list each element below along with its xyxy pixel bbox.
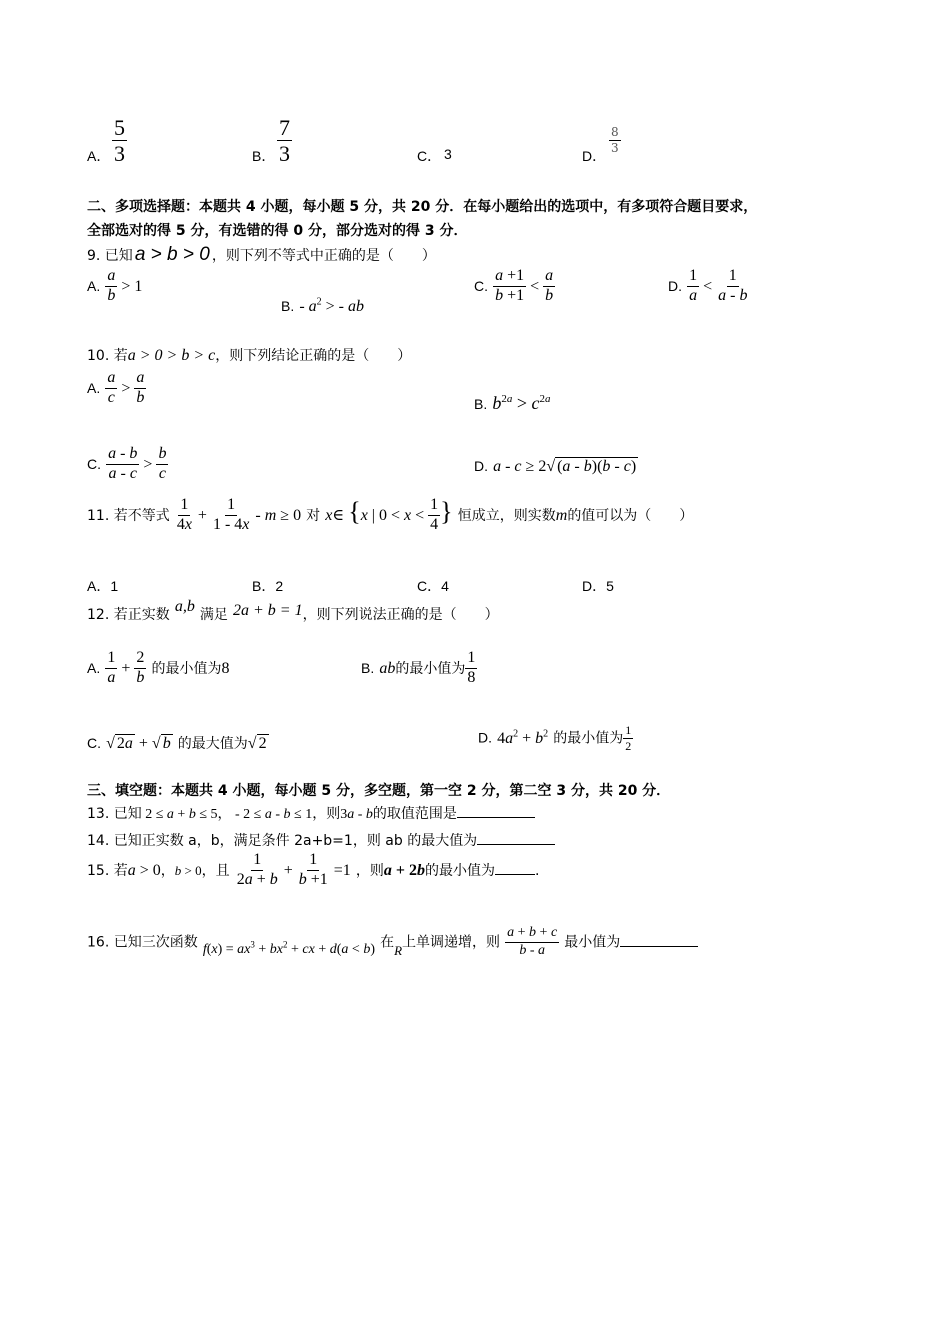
q13-prefix: 13. 已知 xyxy=(87,806,142,822)
q10-b-label: B. xyxy=(474,396,488,412)
q13-stem: 13. 已知 2 ≤ a + b ≤ 5， - 2 ≤ a - b ≤ 1，则3a - b的取值范围是 xyxy=(87,803,535,823)
q12-d-label: D. xyxy=(478,729,492,746)
q11-c-label: C． xyxy=(417,578,442,594)
q11-option-a xyxy=(87,576,118,596)
q12-option-d: D. $4a^2 + b^2$ 的最小值为 $\frac{1}{2}$ xyxy=(478,723,632,753)
q8-a-denominator: 3 xyxy=(114,141,125,167)
q10-c-label: C. xyxy=(87,455,101,472)
q8-option-c-value: 3 xyxy=(444,146,452,162)
q13-sep: ， xyxy=(217,806,232,822)
q11-b-value: 2 xyxy=(275,578,284,594)
q10-suffix: ，则下列结论正确的是（ ） xyxy=(215,348,412,364)
q12-suffix: ，则下列说法正确的是（ ） xyxy=(302,607,499,623)
q9-option-c: C. $\frac{a +1}{b +1}$ < $\frac{a}{b}$ xyxy=(474,267,554,304)
q16-middle: 在 xyxy=(380,934,395,951)
q12-a-text: 的最小值为 xyxy=(151,660,222,677)
q12-condition: 2a + b = 1 xyxy=(233,602,303,619)
q12-stem xyxy=(87,598,499,624)
q11-d-label: D． xyxy=(582,578,607,594)
q12-b-expr: ab xyxy=(379,659,396,677)
q11-d-value: 5 xyxy=(606,578,614,594)
q8-option-d-label: D． xyxy=(582,148,607,164)
q9-b-label: B. xyxy=(281,298,295,314)
q11-c-value: 4 xyxy=(441,578,449,594)
q9-stem xyxy=(87,244,436,266)
q10-option-a: A. $\frac{a}{c}$ > $\frac{a}{b}$ xyxy=(87,369,145,406)
q10-option-d: D. a - c ≥ 2√ (a - b)(b - c) xyxy=(474,458,637,475)
q9-condition: a > b > 0 xyxy=(134,244,210,265)
q8-option-a-fraction xyxy=(112,116,127,165)
q10-stem xyxy=(87,345,411,365)
q15-sep: ， xyxy=(160,862,175,879)
q15-answer-blank[interactable] xyxy=(495,874,535,875)
q15-end: . xyxy=(535,862,540,879)
q8-option-b-fraction xyxy=(277,116,292,165)
q8-b-denominator: 3 xyxy=(279,141,290,167)
q9-option-a: A. $\frac{a}{b}$ > 1 xyxy=(87,267,143,304)
q8-b-numerator: 7 xyxy=(279,115,290,140)
q11-stem: 11. 若不等式 $\frac{1}{4x}$ + $\frac{1}{1 - 4x}$ - m ≥ 0 对 x∈ {x | 0 < x < $\frac{1}{4}$ } 恒成立，则实数m的值可以为（ ） xyxy=(87,496,694,533)
q12-d-text: 的最小值为 xyxy=(553,730,624,747)
q9-suffix: ，则下列不等式中正确的是（ ） xyxy=(211,248,436,264)
q15-prefix: 15. 若 xyxy=(87,862,128,879)
q12-option-a: A. $\frac{1}{a}$ + $\frac{2}{b}$ 的最小值为8 xyxy=(87,649,230,686)
q12-prefix: 12. 若正实数 xyxy=(87,607,170,623)
q9-d-label: D. xyxy=(668,277,682,294)
q15-stem: 15. 若a > 0，b > 0，且 $\frac{1}{2a + b}$ + $\frac{1}{b +1}$ =1 ，则a + 2b的最小值为 . xyxy=(87,851,540,888)
q15-suffix: 的最小值为 xyxy=(425,862,496,879)
q11-b-label: B． xyxy=(252,578,276,594)
q8-option-a-label: A． xyxy=(87,148,111,164)
q12-c-text: 的最大值为 xyxy=(177,736,248,752)
q8-option-c-label: C． xyxy=(417,148,442,164)
q10-a-label: A. xyxy=(87,379,101,396)
q12-b-text: 的最小值为 xyxy=(395,660,466,677)
q11-suffix: 恒成立，则实数 xyxy=(457,508,556,524)
q11-option-b xyxy=(252,576,283,596)
q12-c-label: C. xyxy=(87,735,101,751)
q12-vars: a,b xyxy=(174,598,195,615)
q12-b-label: B. xyxy=(361,659,375,676)
q10-condition: a > 0 > b > c xyxy=(127,347,216,364)
q8-option-b-label: B． xyxy=(252,148,276,164)
q10-option-b: B. $b^{2a} > c^{2a}$ xyxy=(474,393,551,413)
q14-answer-blank[interactable] xyxy=(477,844,555,845)
q11-middle: 对 xyxy=(306,508,321,524)
q12-option-c: C. √ 2a + √ b 的最大值为√ 2 xyxy=(87,735,267,752)
q11-var: m xyxy=(555,507,568,524)
q16-stem: 16. 已知三次函数 $f(x) = ax^3 + bx^2$ + cx + d(a < b) 在$_R$上单调递增，则 $\frac{a + b + c}{b - a}$ 最小值为 xyxy=(87,926,698,958)
q9-c-label: C. xyxy=(474,277,488,294)
q16-answer-blank[interactable] xyxy=(620,946,698,947)
q11-suffix2: 的值可以为（ ） xyxy=(567,508,694,524)
q9-prefix: 9. 已知 xyxy=(87,248,133,264)
section2-heading-line2: 全部选对的得 5 分，有选错的得 0 分，部分选对的得 3 分． xyxy=(87,223,468,239)
q9-option-b: B. - $a^2$ > - ab xyxy=(281,296,365,315)
q8-a-numerator: 5 xyxy=(114,115,125,140)
q16-text2: 上单调递增，则 xyxy=(402,934,501,951)
q11-a-label: A． xyxy=(87,578,111,594)
q13-middle: ，则 xyxy=(312,806,341,822)
q13-suffix: 的取值范围是 xyxy=(372,806,457,822)
q11-option-c xyxy=(417,576,449,596)
q16-suffix: 最小值为 xyxy=(564,934,621,951)
q16-prefix: 16. 已知三次函数 xyxy=(87,934,198,951)
q11-prefix: 11. 若不等式 xyxy=(87,508,170,524)
q11-option-d xyxy=(582,576,614,596)
section2-heading-line1: 二、多项选择题：本题共 4 小题，每小题 5 分，共 20 分．在每小题给出的选项中，有多项符合题目要求， xyxy=(87,199,758,215)
q13-answer-blank[interactable] xyxy=(457,817,535,818)
q16-set: R xyxy=(394,942,403,958)
q8-d-denominator: 3 xyxy=(611,140,619,155)
q11-a-value: 1 xyxy=(110,578,119,594)
q12-a-label: A. xyxy=(87,659,101,676)
q12-option-b: B. ab的最小值为 $\frac{1}{8}$ xyxy=(361,649,476,686)
q10-option-c: C. $\frac{a - b}{a - c}$ > $\frac{b}{c}$ xyxy=(87,445,167,482)
q14-stem xyxy=(87,830,555,850)
q9-a-label: A. xyxy=(87,277,101,294)
section3-heading: 三、填空题：本题共 4 小题，每小题 5 分，多空题，第一空 2 分，第二空 3 分，共 20 分． xyxy=(87,783,671,799)
q15-middle: ，且 xyxy=(201,862,230,879)
q8-d-numerator: 8 xyxy=(611,125,619,139)
q9-option-d: D. $\frac{1}{a}$ < $\frac{1}{a - b}$ xyxy=(668,267,748,304)
q14-text: 14. 已知正实数 a，b，满足条件 2a+b=1，则 ab 的最大值为 xyxy=(87,833,478,849)
q10-prefix: 10. 若 xyxy=(87,348,128,364)
q10-d-label: D. xyxy=(474,458,488,474)
q12-a-value: 8 xyxy=(221,659,230,677)
q8-option-d-fraction xyxy=(609,126,621,154)
q12-middle: 满足 xyxy=(199,607,228,623)
q15-comma: ，则 xyxy=(355,862,384,879)
